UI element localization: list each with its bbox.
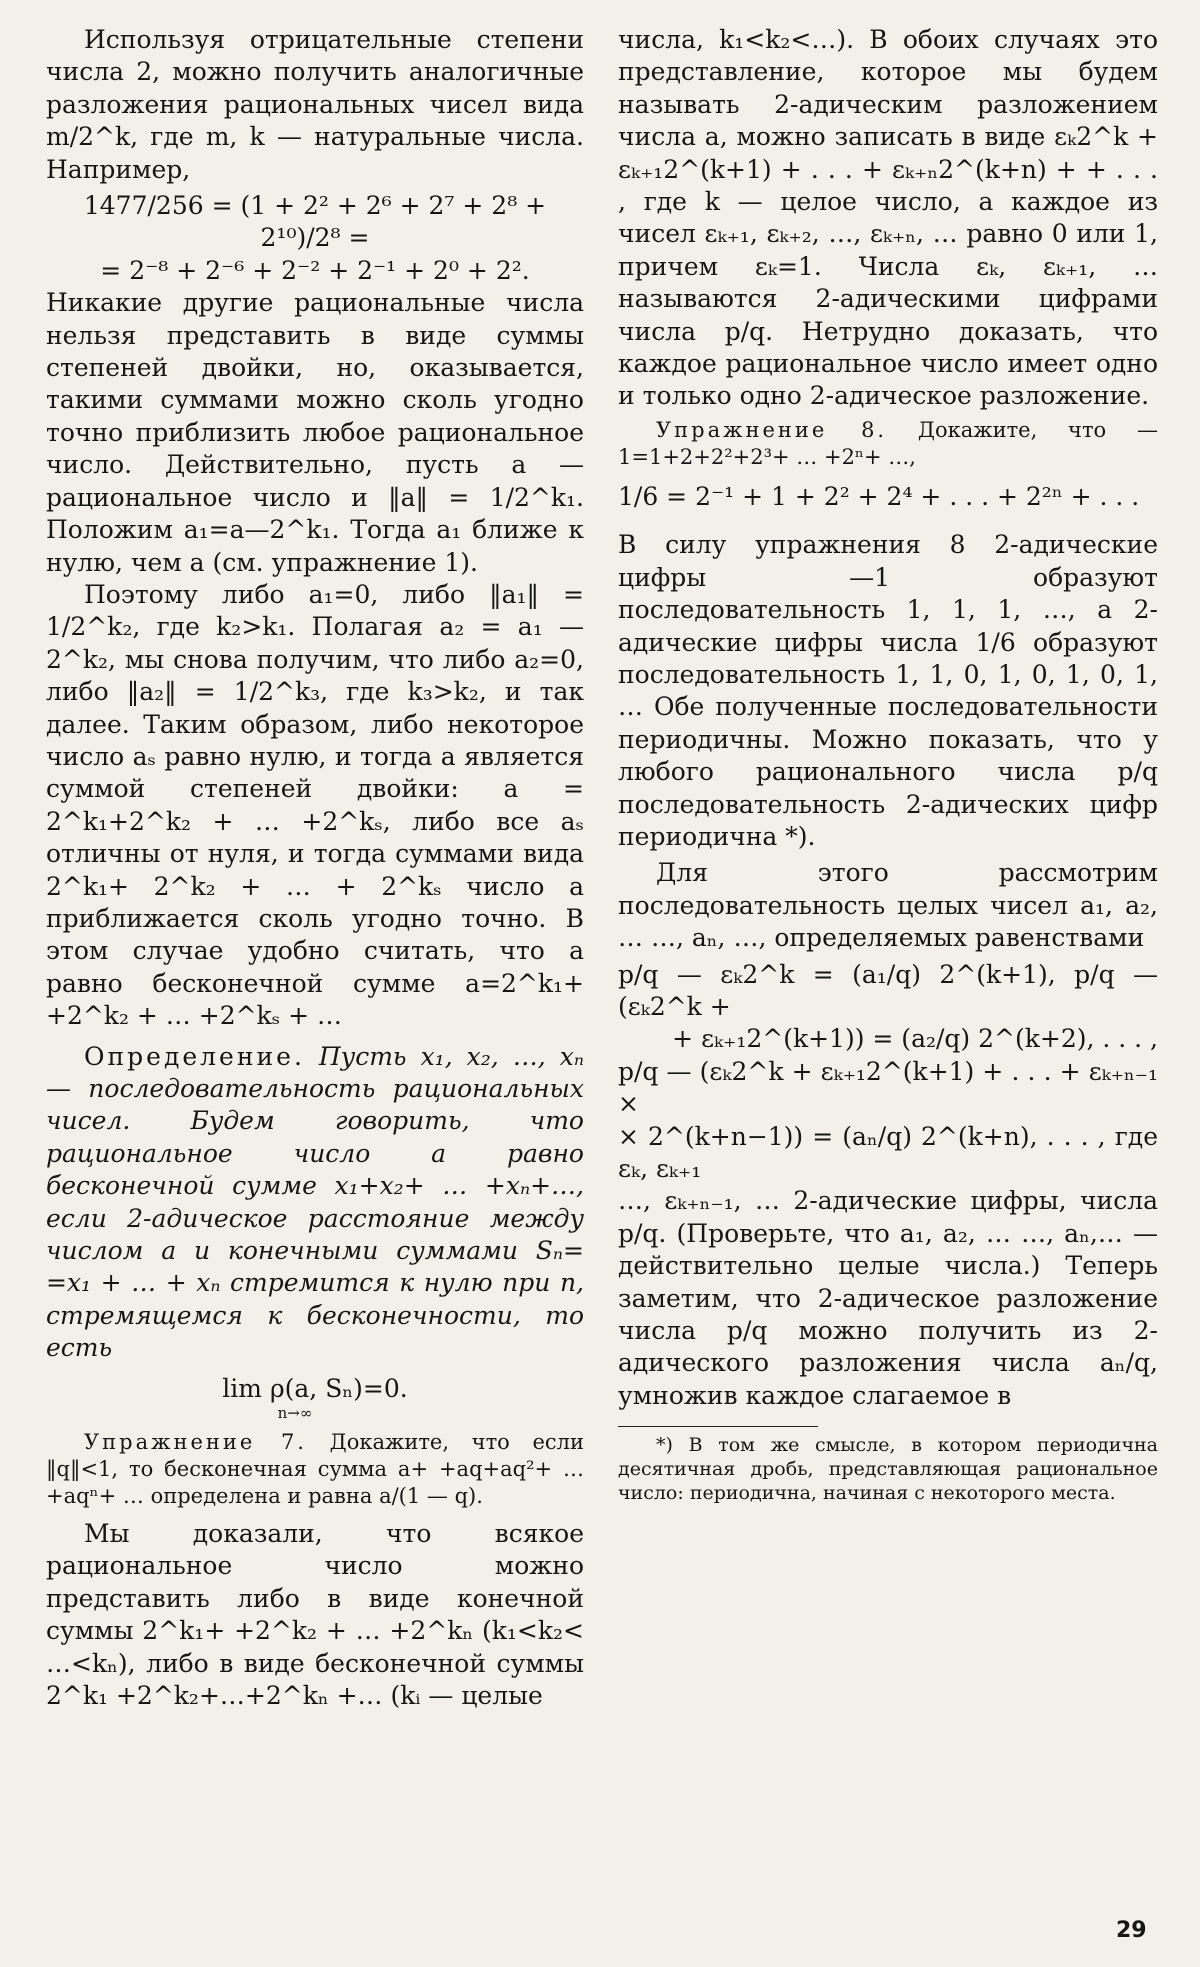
equation-powers-sum: = 2⁻⁸ + 2⁻⁶ + 2⁻² + 2⁻¹ + 2⁰ + 2². — [100, 255, 530, 285]
exercise-8-label: Упражнение 8. — [656, 417, 888, 442]
footnote: *) В том же смысле, в котором периодична десятичная дробь, представляющая рациональное число: периодична, начиная с некоторого места. — [618, 1434, 1158, 1505]
left-column — [46, 24, 584, 1713]
limit-formula: lim ρ(a, Sₙ)=0. — [222, 1373, 408, 1403]
equation-a1: p/q — εₖ2^k = (a₁/q) 2^(k+1), p/q — (εₖ2^k + — [618, 959, 1158, 1021]
exercise-8-equation: 1/6 = 2⁻¹ + 1 + 2² + 2⁴ + . . . + 2²ⁿ + . . . — [618, 481, 1140, 511]
paragraph-intro: Используя отрицательные степени числа 2, можно получить аналогичные разложения рациональных чисел вида m/2^k, где m, k — натуральные числа. Например, — [46, 25, 584, 184]
page-number: 29 — [1116, 1918, 1147, 1943]
paragraph-summary: Мы доказали, что всякое рациональное число можно представить либо в виде конечной суммы 2^k₁+ +2^k₂ + … +2^kₙ (k₁<k₂< …<kₙ), либо в виде бесконечной суммы 2^k₁ +2^k₂+…+2^kₙ +… (kᵢ — целые — [46, 1519, 584, 1711]
exercise-8-text: Докажите, что —1=1+2+2²+2³+ … +2ⁿ+ …, — [618, 417, 1158, 469]
equation-an-end: × 2^(k+n−1)) = (aₙ/q) 2^(k+n), . . . , где εₖ, εₖ₊₁ — [618, 1121, 1158, 1183]
exercise-7-label: Упражнение 7. — [84, 1430, 307, 1455]
paragraph-periodic-digits: В силу упражнения 8 2-адические цифры —1 образуют последовательность 1, 1, 1, …, а 2-адические цифры числа 1/6 образуют последовательность 1, 1, 0, 1, 0, 1, 0, 1, … Обе полученные последовательности периодичны. Можно показать, что у любого рационального числа p/q последовательность 2-адических цифр периодична *). — [618, 530, 1158, 851]
definition-block — [46, 1041, 584, 1365]
limit-formula-block — [46, 1373, 584, 1421]
exercise-7 — [46, 1429, 584, 1510]
limit-subscript: n→∞ — [277, 1404, 313, 1423]
paragraph-approximation: Никакие другие рациональные числа нельзя представить в виде суммы степеней двойки, но, оказывается, такими суммами можно сколь угодно точно приблизить любое рациональное число. Действительно, пусть a — рациональное число и ‖a‖ = 1/2^k₁. Положим a₁=a—2^k₁. Тогда a₁ ближе к нулю, чем a (см. упражнение 1). — [46, 288, 584, 577]
definition-text: Пусть x₁, x₂, …, xₙ — последовательность рациональных чисел. Будем говорить, что рациональное число a равно бесконечной сумме x₁+x₂+ … +xₙ+…, если 2-адическое расстояние между числом a и конечными суммами Sₙ= =x₁ + … + xₙ стремится к нулю при n, стремящемся к бесконечности, то есть — [46, 1041, 584, 1363]
equation-an-start: p/q — (εₖ2^k + εₖ₊₁2^(k+1) + . . . + εₖ₊ₙ₋₁ × — [618, 1056, 1158, 1119]
right-column — [618, 24, 1158, 1505]
paragraph-integer-sequence: Для этого рассмотрим последовательность целых чисел a₁, a₂, … …, aₙ, …, определяемых равенствами — [618, 858, 1158, 953]
exercise-8 — [618, 417, 1158, 471]
footnote-divider — [618, 1426, 818, 1427]
paragraph-2adic-expansion: числа, k₁<k₂<…). В обоих случаях это представление, которое мы будем называть 2-адическим разложением числа a, можно записать в виде εₖ2^k + εₖ₊₁2^(k+1) + . . . + εₖ₊ₙ2^(k+n) + + . . . , где k — целое число, а каждое из чисел εₖ₊₁, εₖ₊₂, …, εₖ₊ₙ, … равно 0 или 1, причем εₖ=1. Числа εₖ, εₖ₊₁, … называются 2-адическими цифрами числа p/q. Нетрудно доказать, что каждое рациональное число имеет одно и только одно 2-адическое разложение. — [618, 25, 1158, 411]
equation-a2: + εₖ₊₁2^(k+1)) = (a₂/q) 2^(k+2), . . . , — [672, 1024, 1158, 1054]
paragraph-sequence: Поэтому либо a₁=0, либо ‖a₁‖ = 1/2^k₂, где k₂>k₁. Полагая a₂ = a₁ — 2^k₂, мы снова получим, что либо a₂=0, либо ‖a₂‖ = 1/2^k₃, где k₃>k₂, и так далее. Таким образом, либо некоторое число aₛ равно нулю, и тогда a является суммой степеней двойки: a = 2^k₁+2^k₂ + … +2^kₛ, либо все aₛ отличны от нуля, и тогда суммами вида 2^k₁+ 2^k₂ + … + 2^kₛ число a приближается сколь угодно точно. В этом случае удобно считать, что a равно бесконечной сумме a=2^k₁+ +2^k₂ + … +2^kₛ + … — [46, 579, 584, 1031]
paragraph-2adic-multiply: …, εₖ₊ₙ₋₁, … 2-адические цифры, числа p/q. (Проверьте, что a₁, a₂, … …, aₙ,… — действительно целые числа.) Теперь заметим, что 2-адическое разложение числа p/q можно получить из 2-адического разложения числа aₙ/q, умножив каждое слагаемое в — [618, 1186, 1158, 1410]
equation-1477: 1477/256 = (1 + 2² + 2⁶ + 2⁷ + 2⁸ + 2¹⁰)/2⁸ = — [83, 191, 547, 253]
definition-label: Определение. — [84, 1041, 305, 1071]
exercise-7-text: Докажите, что если ‖q‖<1, то бесконечная сумма a+ +aq+aq²+ …+aqⁿ+ … определена и равна a/(1 — q). — [46, 1430, 584, 1509]
